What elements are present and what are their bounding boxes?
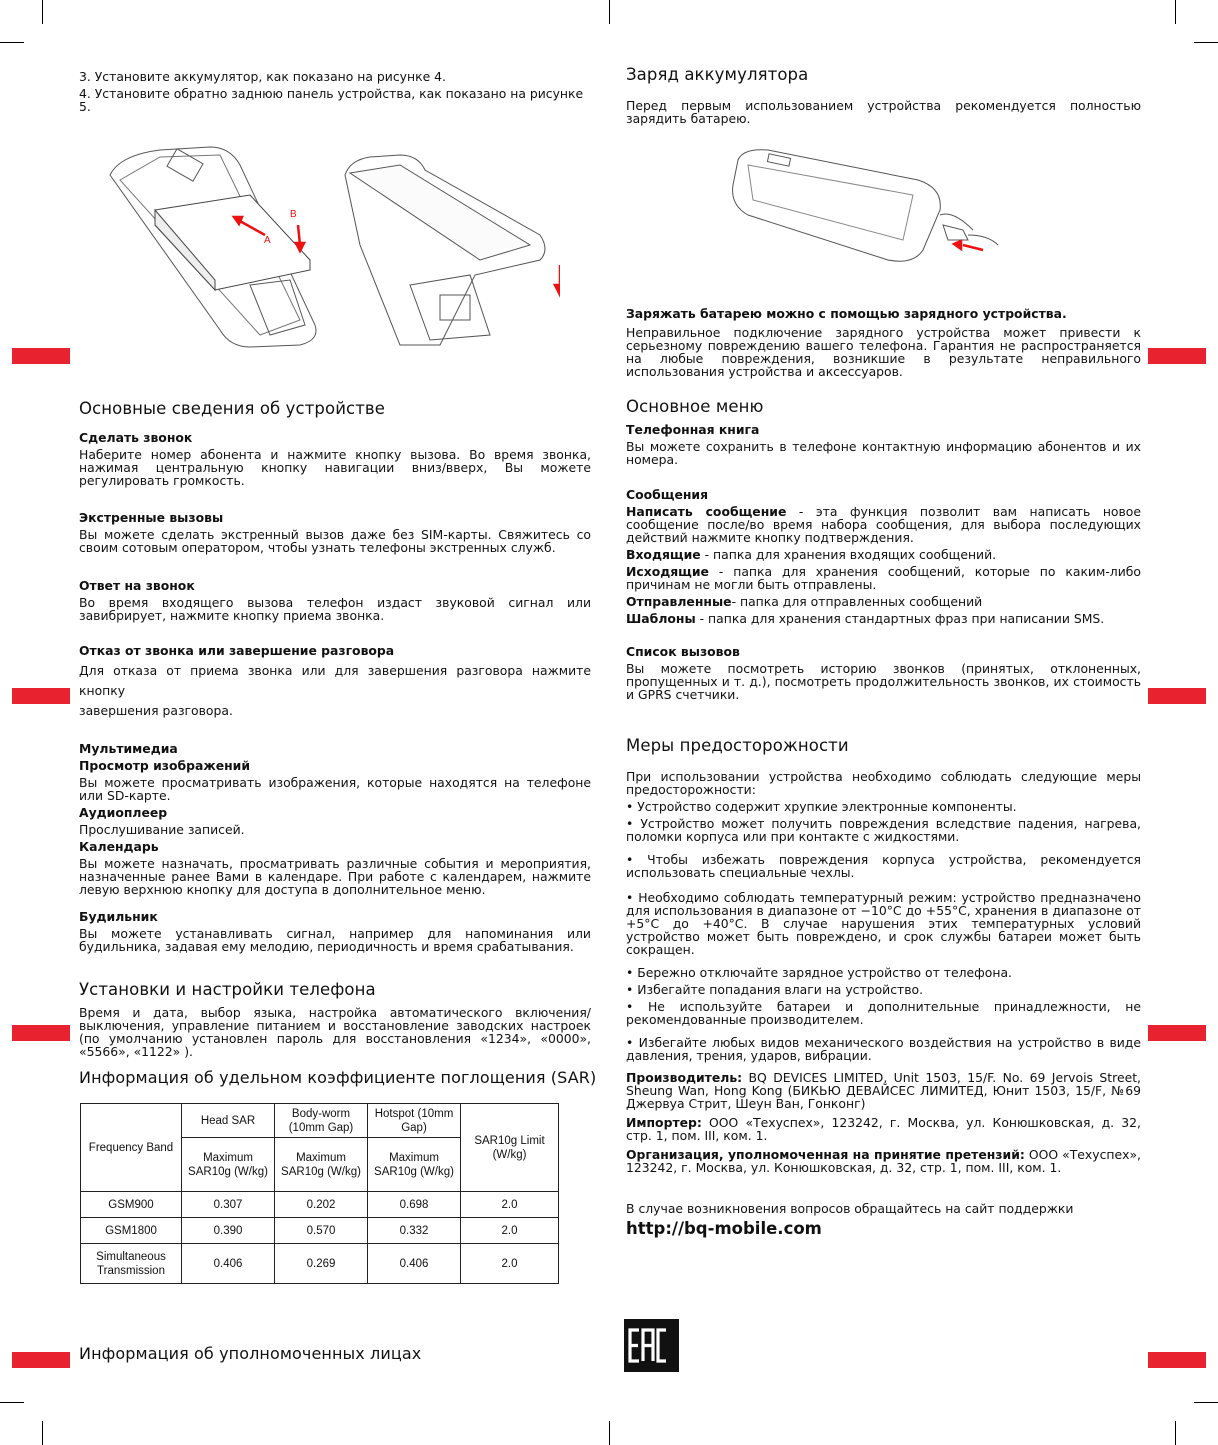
safety-title: Меры предосторожности <box>626 736 849 755</box>
left-column <box>79 70 591 113</box>
battery-install-illustration <box>100 135 560 350</box>
msg-outbox: Исходящие - папка для хранения сообщений, которые по каким-либо причинам не могли быть отправлены. <box>626 564 1141 592</box>
importer: Импортер: ООО «Техуспех», 123242, г. Москва, ул. Конюшковская, д. 32, стр. 1, пом. III, ком. 1. <box>626 1115 1141 1143</box>
reject-text-1: Для отказа от приема звонка или для завершения разговора нажмите кнопку <box>79 663 591 698</box>
sar-section <box>79 1068 599 1087</box>
step-4: 4. Установите обратно заднюю панель устройства, как показано на рисунке 5. <box>79 86 584 114</box>
manufacturer: Производитель: BQ DEVICES LIMITED, Unit 1503, 15/F. No. 69 Jervois Street, Sheung Wan, Hong Kong (БИКЬЮ ДЕВАЙСЕС ЛИМИТЕД, Юнит 1503, 15/F, №69 Джервуа Стрит, Шеун Ван, Гонконг) <box>626 1070 1141 1111</box>
call-heading: Сделать звонок <box>79 430 193 445</box>
support-link[interactable]: http://bq-mobile.com <box>626 1219 822 1238</box>
charge-section <box>626 65 1141 126</box>
phonebook-heading: Телефонная книга <box>626 422 760 437</box>
multimedia-section <box>79 742 591 953</box>
side-tab <box>12 348 70 364</box>
safety-item: • Устройство содержит хрупкие электронные компоненты. <box>626 799 1017 814</box>
calls-text: Вы можете посмотреть историю звонков (принятых, отклоненных, пропущенных и т. д.), посмотреть продолжительность звонков, их стоимость и GPRS счетчики. <box>626 661 1141 702</box>
safety-section <box>626 736 1141 1063</box>
crop-mark <box>1175 1421 1176 1445</box>
cell-head: 0.390 <box>182 1218 275 1244</box>
audio-heading: Аудиоплеер <box>79 805 168 820</box>
eac-mark <box>624 1319 679 1372</box>
charge-warning <box>626 307 1141 378</box>
charge-intro: Перед первым использованием устройства рекомендуется полностью зарядить батарею. <box>626 98 1141 126</box>
side-tab <box>12 1352 70 1368</box>
safety-intro: При использовании устройства необходимо соблюдать следующие меры предосторожности: <box>626 769 1141 797</box>
cell-band: GSM1800 <box>81 1218 182 1244</box>
col-head: Head SAR <box>182 1104 275 1138</box>
safety-item: • Необходимо соблюдать температурный режим: устройство предназначено для использования в диапазоне от −10°С до +55°С, хранения в диапазоне от +5°С до +40°С. В случае нарушения этих температурных условий устройство может быть повреждено, и срок службы батареи может быть сокращен. <box>626 890 1141 957</box>
call-text: Наберите номер абонента и нажмите кнопку вызова. Во время звонка, нажимая центральную кнопку навигации вниз/вверх, Вы можете регулировать громкость. <box>79 447 591 488</box>
msg-templates: Шаблоны - папка для хранения стандартных фраз при написании SMS. <box>626 611 1105 626</box>
cell-hotspot: 0.332 <box>368 1218 461 1244</box>
calendar-text: Вы можете назначать, просматривать различные события и мероприятия, назначенные ранее Вами в календаре. При работе с календарем, нажмите левую верхнюю кнопку для доступа в дополнительное меню. <box>79 856 591 897</box>
cell-hotspot: 0.406 <box>368 1244 461 1284</box>
crop-mark <box>0 42 24 43</box>
crop-mark <box>609 0 610 24</box>
col-limit: SAR10g Limit (W/kg) <box>461 1104 559 1192</box>
crop-mark <box>1194 1402 1218 1403</box>
table-row <box>81 1244 559 1284</box>
authorized-persons-title: Информация об уполномоченных лицах <box>79 1344 422 1363</box>
support-section <box>626 1202 1141 1239</box>
cell-band: GSM900 <box>81 1192 182 1218</box>
side-tab <box>1148 1025 1206 1041</box>
table-row <box>81 1192 559 1218</box>
safety-item: • Избегайте попадания влаги на устройство. <box>626 982 924 997</box>
cell-limit: 2.0 <box>461 1218 559 1244</box>
legal-section <box>626 1071 1141 1174</box>
settings-text: Время и дата, выбор языка, настройка автоматического включения/выключения, управление питанием и восстановление заводских настроек (по умолчанию установлен пароль для восстановления «1234», «0000», «5566», «1122» ). <box>79 1005 591 1059</box>
table-row <box>81 1218 559 1244</box>
msg-inbox: Входящие - папка для хранения входящих сообщений. <box>626 547 997 562</box>
footer-title-wrap <box>79 1344 599 1363</box>
crop-mark <box>0 1402 24 1403</box>
safety-item: • Не используйте батареи и дополнительные принадлежности, не рекомендованные производителем. <box>626 999 1141 1027</box>
cell-band: Simultaneous Transmission <box>81 1244 182 1284</box>
max-label: Maximum SAR10g (W/kg) <box>368 1138 461 1192</box>
arrow-b-label: B <box>290 209 297 220</box>
crop-mark <box>1175 0 1176 24</box>
col-hotspot: Hotspot (10mm Gap) <box>368 1104 461 1138</box>
side-tab <box>12 688 70 704</box>
arrow-a-label: A <box>264 235 271 246</box>
side-tab <box>12 1025 70 1041</box>
crop-mark <box>42 1421 43 1445</box>
col-body: Body-worm (10mm Gap) <box>275 1104 368 1138</box>
claims-org: Организация, уполномоченная на принятие претензий: ООО «Техуспех», 123242, г. Москва, ул. Конюшковская, д. 32, стр. 1, пом. III, ком. 1. <box>626 1147 1141 1175</box>
sar-title: Информация об удельном коэффициенте поглощения (SAR) <box>79 1068 597 1087</box>
emergency-text: Вы можете сделать экстренный вызов даже без SIM-карты. Свяжитесь со своим сотовым оператором, чтобы узнать телефоны экстренных служб. <box>79 527 591 555</box>
answer-heading: Ответ на звонок <box>79 578 195 593</box>
side-tab <box>1148 1352 1206 1368</box>
cell-body: 0.570 <box>275 1218 368 1244</box>
cell-hotspot: 0.698 <box>368 1192 461 1218</box>
phonebook-text: Вы можете сохранить в телефоне контактную информацию абонентов и их номера. <box>626 439 1141 467</box>
multimedia-heading: Мультимедиа <box>79 741 178 756</box>
support-text: В случае возникновения вопросов обращайтесь на сайт поддержки <box>626 1201 1074 1216</box>
settings-title: Установки и настройки телефона <box>79 980 376 999</box>
eac-logo-icon <box>624 1319 679 1372</box>
settings-section <box>79 980 591 1059</box>
charging-illustration <box>728 140 1008 270</box>
menu-title: Основное меню <box>626 397 764 416</box>
sar-table <box>80 1103 559 1284</box>
msg-write: Написать сообщение - эта функция позволит вам написать новое сообщение после/во время набора сообщения, для выбора последующих действий нажмите кнопку подтверждения. <box>626 504 1142 545</box>
messages-heading: Сообщения <box>626 487 709 502</box>
reject-text-2: завершения разговора. <box>79 703 233 718</box>
emergency-heading: Экстренные вызовы <box>79 510 224 525</box>
cell-head: 0.406 <box>182 1244 275 1284</box>
alarm-text: Вы можете устанавливать сигнал, например для напоминания или будильника, задавая ему мелодию, периодичность и время срабатывания. <box>79 926 591 954</box>
safety-item: • Чтобы избежать повреждения корпуса устройства, рекомендуется использовать специальные чехлы. <box>626 852 1141 880</box>
col-band: Frequency Band <box>81 1104 182 1192</box>
answer-text: Во время входящего вызова телефон издаст звуковой сигнал или завибрирует, нажмите кнопку приема звонка. <box>79 595 591 623</box>
viewer-heading: Просмотр изображений <box>79 758 251 773</box>
msg-sent: Отправленные- папка для отправленных сообщений <box>626 594 983 609</box>
menu-section <box>626 397 1142 702</box>
charge-title: Заряд аккумулятора <box>626 65 809 84</box>
cell-body: 0.202 <box>275 1192 368 1218</box>
viewer-text: Вы можете просматривать изображения, которые находятся на телефоне или SD-карте. <box>79 775 591 803</box>
calendar-heading: Календарь <box>79 839 159 854</box>
cell-limit: 2.0 <box>461 1244 559 1284</box>
basics-title: Основные сведения об устройстве <box>79 399 385 418</box>
charge-text: Неправильное подключение зарядного устройства может привести к серьезному повреждению вашего телефона. Гарантия не распространяется на любые повреждения, возникшие в результате неправильного использования устройства и аксессуаров. <box>626 325 1141 379</box>
alarm-heading: Будильник <box>79 909 158 924</box>
step-3: 3. Установите аккумулятор, как показано на рисунке 4. <box>79 69 446 84</box>
calls-heading: Список вызовов <box>626 644 740 659</box>
side-tab <box>1148 688 1206 704</box>
basics-section <box>79 399 591 721</box>
audio-text: Прослушивание записей. <box>79 822 245 837</box>
safety-item: • Избегайте любых видов механического воздействия на устройство в виде давления, трения, ударов, вибрации. <box>626 1035 1141 1063</box>
safety-item: • Устройство может получить повреждения вследствие падения, нагрева, поломки корпуса или при контакте с жидкостями. <box>626 816 1141 844</box>
cell-body: 0.269 <box>275 1244 368 1284</box>
reject-heading: Отказ от звонка или завершение разговора <box>79 643 395 658</box>
crop-mark <box>609 1421 610 1445</box>
charge-bold: Заряжать батарею можно с помощью зарядного устройства. <box>626 306 1067 321</box>
safety-item: • Бережно отключайте зарядное устройство от телефона. <box>626 965 1012 980</box>
max-label: Maximum SAR10g (W/kg) <box>275 1138 368 1192</box>
crop-mark <box>42 0 43 24</box>
side-tab <box>1148 348 1206 364</box>
cell-limit: 2.0 <box>461 1192 559 1218</box>
max-label: Maximum SAR10g (W/kg) <box>182 1138 275 1192</box>
crop-mark <box>1194 42 1218 43</box>
cell-head: 0.307 <box>182 1192 275 1218</box>
